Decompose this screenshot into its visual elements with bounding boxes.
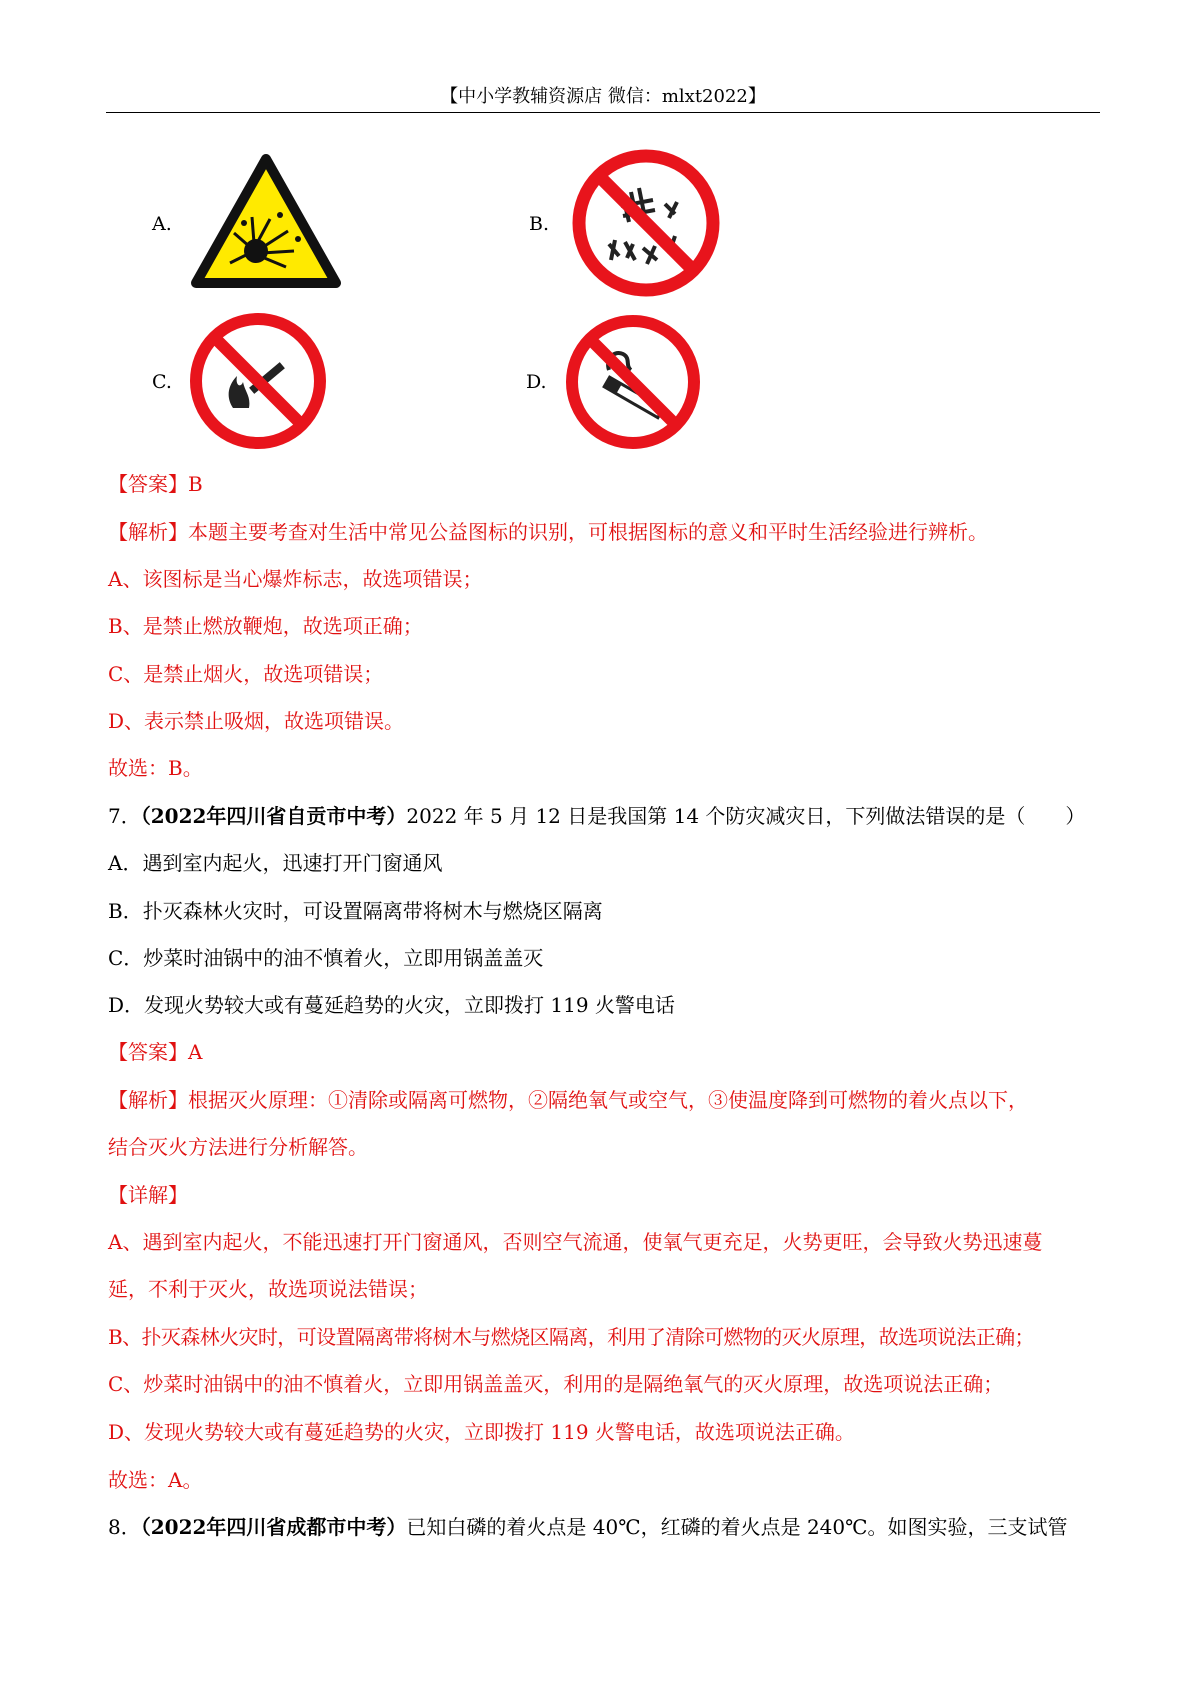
q7-detail-b: B、扑灭森林火灾时，可设置隔离带将树木与燃烧区隔离，利用了清除可燃物的灭火原理，故选项说法正确； [108,1325,1034,1349]
q7-choice: 故选：A。 [108,1468,203,1492]
q7-source: （2022年四川省自贡市中考） [140,804,407,828]
q7-detail-a-line-2: 延，不利于灭火，故选项说法错误； [108,1277,428,1301]
q6-analysis-b: B、是禁止燃放鞭炮，故选项正确； [108,614,423,638]
q7-number: 7． [108,804,141,828]
q7-detail-c: C、炒菜时油锅中的油不慎着火，立即用锅盖盖灭，利用的是隔绝氧气的灭火原理，故选项说法正确； [108,1372,1004,1396]
q7-analysis-line-2: 结合灭火方法进行分析解答。 [108,1135,368,1159]
q6-answer: 【答案】B [108,472,203,496]
q6-choice: 故选：B。 [108,756,203,780]
q7-option-d: D．发现火势较大或有蔓延趋势的火灾，立即拨打 119 火警电话 [108,993,675,1017]
option-d-label: D. [526,371,547,393]
q6-analysis: 【解析】本题主要考查对生活中常见公益图标的识别，可根据图标的意义和平时生活经验进行辨析。 [108,520,988,544]
q6-analysis-d: D、表示禁止吸烟，故选项错误。 [108,709,405,733]
page-header: 【中小学教辅资源店 微信：mlxt2022】 [440,86,766,107]
q7-answer: 【答案】A [108,1040,203,1064]
explosion-warning-sign-icon [190,153,342,291]
no-firecrackers-sign-icon [571,148,721,298]
q8-source: （2022年四川省成都市中考） [140,1515,407,1539]
q8-number: 8． [108,1515,141,1539]
q6-analysis-a: A、该图标是当心爆炸标志，故选项错误； [108,567,483,591]
q7-option-b: B．扑灭森林火灾时，可设置隔离带将树木与燃烧区隔离 [108,899,603,923]
q7-stem-text: 2022 年 5 月 12 日是我国第 14 个防灾减灾日，下列做法错误的是（ ） [406,804,1086,828]
q7-option-c: C．炒菜时油锅中的油不慎着火，立即用锅盖盖灭 [108,946,544,970]
option-a-label: A. [152,213,172,235]
q7-stem [108,802,1098,830]
q7-option-a: A．遇到室内起火，迅速打开门窗通风 [108,851,443,875]
q7-detail-d: D、发现火势较大或有蔓延趋势的火灾，立即拨打 119 火警电话，故选项说法正确。 [108,1420,855,1444]
no-smoking-sign-icon [565,314,701,450]
q8-stem-text: 已知白磷的着火点是 40℃，红磷的着火点是 240℃。如图实验，三支试管 [406,1515,1068,1539]
header-rule [106,112,1100,113]
q6-analysis-c: C、是禁止烟火，故选项错误； [108,662,384,686]
q7-detail-title: 【详解】 [108,1183,188,1207]
q8-stem [108,1513,1098,1541]
q7-detail-a-line-1: A、遇到室内起火，不能迅速打开门窗通风，否则空气流通，使氧气更充足，火势更旺，会导致火势迅速蔓 [108,1230,1043,1254]
option-b-label: B. [529,213,550,235]
option-c-label: C. [152,371,172,393]
no-open-flame-sign-icon [189,312,327,450]
q7-analysis-line-1: 【解析】根据灭火原理：①清除或隔离可燃物，②隔绝氧气或空气，③使温度降到可燃物的着火点以下， [108,1088,1028,1112]
